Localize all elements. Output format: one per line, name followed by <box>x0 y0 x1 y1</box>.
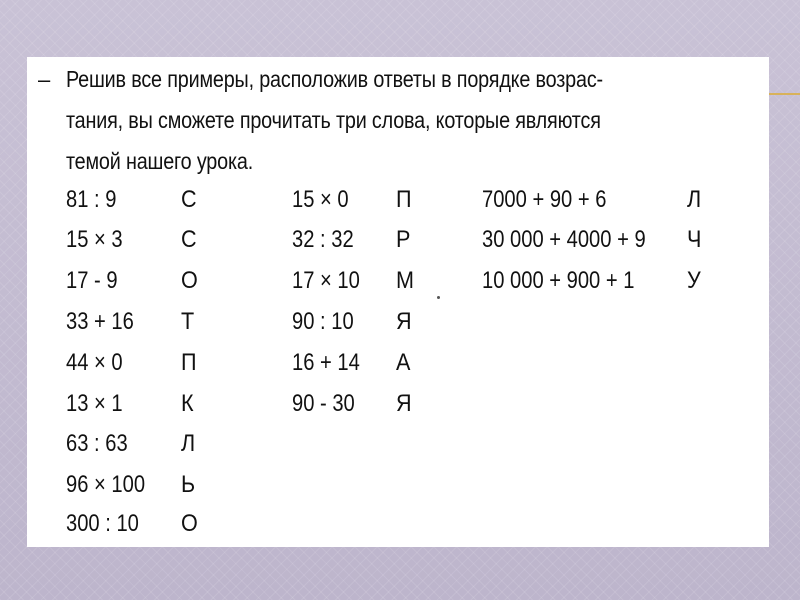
expression: 15 × 0 <box>292 186 349 213</box>
expression: 33 + 16 <box>66 308 134 335</box>
expression: 32 : 32 <box>292 226 354 253</box>
expression: 16 + 14 <box>292 349 360 376</box>
answer-letter: Т <box>181 308 195 335</box>
answer-letter: Я <box>396 390 412 417</box>
task-text-line-3: темой нашего урока. <box>66 148 254 174</box>
answer-letter: С <box>181 186 197 213</box>
task-text-line-2: тания, вы сможете прочитать три слова, которые являются <box>66 107 601 133</box>
expression: 13 × 1 <box>66 390 123 417</box>
answer-letter: С <box>181 226 197 253</box>
expression: 17 × 10 <box>292 267 360 294</box>
answer-letter: Л <box>181 430 196 457</box>
expression: 63 : 63 <box>66 430 128 457</box>
expression: 90 : 10 <box>292 308 354 335</box>
stray-dot <box>437 296 440 299</box>
answer-letter: У <box>687 267 701 294</box>
answer-letter: К <box>181 390 194 417</box>
expression: 96 × 100 <box>66 471 146 498</box>
list-dash: – <box>38 67 51 92</box>
answer-letter: О <box>181 510 198 537</box>
expression: 81 : 9 <box>66 186 117 213</box>
answer-letter: Я <box>396 308 412 335</box>
answer-letter: Л <box>687 186 702 213</box>
expression: 17 - 9 <box>66 267 118 294</box>
answer-letter: П <box>396 186 412 213</box>
answer-letter: О <box>181 267 198 294</box>
answer-letter: Р <box>396 226 411 253</box>
expression: 90 - 30 <box>292 390 355 417</box>
answer-letter: А <box>396 349 411 376</box>
expression: 300 : 10 <box>66 510 139 537</box>
expression: 7000 + 90 + 6 <box>482 186 607 213</box>
answer-letter: М <box>396 267 414 294</box>
expression: 15 × 3 <box>66 226 123 253</box>
answer-letter: Ч <box>687 226 702 253</box>
answer-letter: П <box>181 349 197 376</box>
expression: 30 000 + 4000 + 9 <box>482 226 646 253</box>
answer-letter: Ь <box>181 471 196 498</box>
expression: 10 000 + 900 + 1 <box>482 267 635 294</box>
expression: 44 × 0 <box>66 349 123 376</box>
task-text-line-1: Решив все примеры, расположив ответы в порядке возрас- <box>66 66 603 92</box>
